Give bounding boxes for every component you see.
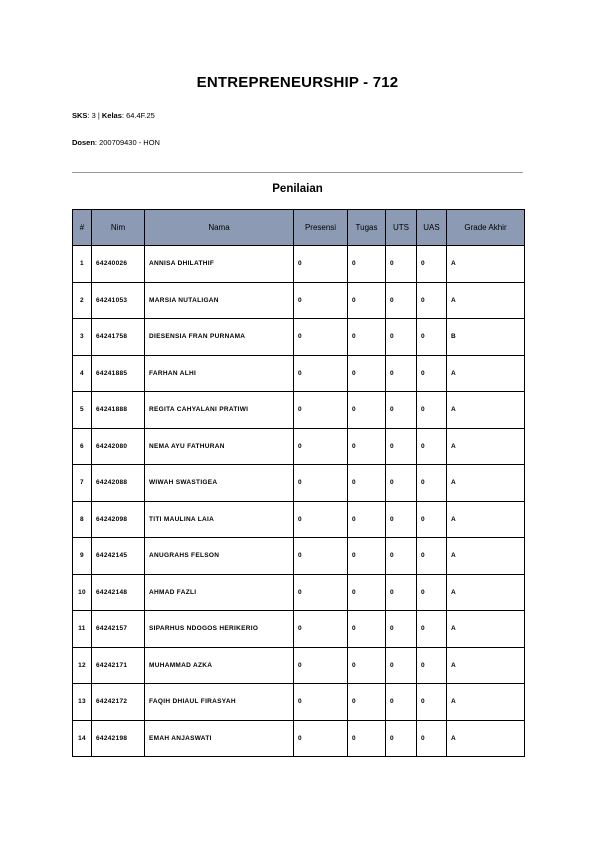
- cell-presensi: 0: [294, 538, 348, 575]
- cell-uts: 0: [386, 319, 417, 356]
- cell-tugas: 0: [348, 538, 386, 575]
- cell-tugas: 0: [348, 355, 386, 392]
- cell-tugas: 0: [348, 319, 386, 356]
- cell-number: 2: [73, 282, 92, 319]
- cell-uts: 0: [386, 538, 417, 575]
- table-row: [73, 319, 525, 356]
- cell-presensi: 0: [294, 501, 348, 538]
- cell-tugas: 0: [348, 720, 386, 757]
- cell-nama: WIWAH SWASTIGEA: [145, 465, 294, 502]
- cell-presensi: 0: [294, 720, 348, 757]
- cell-nama: ANUGRAHS FELSON: [145, 538, 294, 575]
- cell-nim: 64242080: [92, 428, 145, 465]
- kelas-label: Kelas: [101, 111, 122, 120]
- cell-nim: 64242171: [92, 647, 145, 684]
- cell-nama: FAQIH DHIAUL FIRASYAH: [145, 684, 294, 721]
- table-body: [73, 246, 525, 757]
- cell-tugas: 0: [348, 246, 386, 283]
- cell-number: 14: [73, 720, 92, 757]
- cell-grade: A: [447, 355, 525, 392]
- cell-number: 9: [73, 538, 92, 575]
- cell-grade: A: [447, 538, 525, 575]
- header-uts: UTS: [386, 210, 417, 246]
- cell-nama: ANNISA DHILATHIF: [145, 246, 294, 283]
- cell-nama: NEMA AYU FATHURAN: [145, 428, 294, 465]
- header-nim: Nim: [92, 210, 145, 246]
- header-grade-akhir: Grade Akhir: [447, 210, 525, 246]
- cell-grade: A: [447, 465, 525, 502]
- header-number: #: [73, 210, 92, 246]
- table-row: [73, 720, 525, 757]
- cell-nim: 64242088: [92, 465, 145, 502]
- cell-grade: A: [447, 647, 525, 684]
- cell-nama: SIPARHUS NDOGOS HERIKERIO: [145, 611, 294, 648]
- table-row: [73, 392, 525, 429]
- dosen-value: 200709430 - HON: [99, 138, 160, 147]
- cell-uts: 0: [386, 392, 417, 429]
- table-row: [73, 538, 525, 575]
- cell-uts: 0: [386, 720, 417, 757]
- cell-nama: FARHAN ALHI: [145, 355, 294, 392]
- cell-grade: A: [447, 720, 525, 757]
- header-tugas: Tugas: [348, 210, 386, 246]
- cell-nim: 64242172: [92, 684, 145, 721]
- cell-number: 11: [73, 611, 92, 648]
- cell-nama: MUHAMMAD AZKA: [145, 647, 294, 684]
- cell-presensi: 0: [294, 611, 348, 648]
- cell-tugas: 0: [348, 574, 386, 611]
- cell-uas: 0: [417, 611, 447, 648]
- cell-nim: 64241053: [92, 282, 145, 319]
- table-row: [73, 428, 525, 465]
- divider: [72, 172, 523, 173]
- cell-uas: 0: [417, 538, 447, 575]
- cell-tugas: 0: [348, 392, 386, 429]
- cell-uts: 0: [386, 282, 417, 319]
- cell-uas: 0: [417, 574, 447, 611]
- cell-tugas: 0: [348, 501, 386, 538]
- cell-uts: 0: [386, 246, 417, 283]
- cell-uts: 0: [386, 355, 417, 392]
- cell-uas: 0: [417, 501, 447, 538]
- cell-nim: 64241885: [92, 355, 145, 392]
- cell-presensi: 0: [294, 574, 348, 611]
- cell-nama: EMAH ANJASWATI: [145, 720, 294, 757]
- cell-presensi: 0: [294, 392, 348, 429]
- cell-number: 1: [73, 246, 92, 283]
- cell-tugas: 0: [348, 465, 386, 502]
- cell-nama: TITI MAULINA LAIA: [145, 501, 294, 538]
- table-row: [73, 611, 525, 648]
- cell-uts: 0: [386, 428, 417, 465]
- cell-nama: DIESENSIA FRAN PURNAMA: [145, 319, 294, 356]
- cell-number: 4: [73, 355, 92, 392]
- cell-presensi: 0: [294, 647, 348, 684]
- cell-presensi: 0: [294, 684, 348, 721]
- cell-uts: 0: [386, 684, 417, 721]
- cell-number: 5: [73, 392, 92, 429]
- table-row: [73, 501, 525, 538]
- header-uas: UAS: [417, 210, 447, 246]
- page-title: ENTREPRENEURSHIP - 712: [196, 74, 399, 91]
- cell-grade: A: [447, 611, 525, 648]
- cell-uts: 0: [386, 501, 417, 538]
- table-row: [73, 246, 525, 283]
- cell-number: 12: [73, 647, 92, 684]
- cell-tugas: 0: [348, 428, 386, 465]
- cell-tugas: 0: [348, 282, 386, 319]
- table-row: [73, 684, 525, 721]
- cell-presensi: 0: [294, 246, 348, 283]
- cell-tugas: 0: [348, 611, 386, 648]
- cell-uas: 0: [417, 282, 447, 319]
- grades-table: [72, 209, 525, 757]
- cell-grade: A: [447, 428, 525, 465]
- cell-nim: 64242145: [92, 538, 145, 575]
- cell-uas: 0: [417, 355, 447, 392]
- cell-presensi: 0: [294, 355, 348, 392]
- cell-number: 13: [73, 684, 92, 721]
- cell-nim: 64241888: [92, 392, 145, 429]
- cell-grade: A: [447, 574, 525, 611]
- cell-uas: 0: [417, 319, 447, 356]
- cell-nama: REGITA CAHYALANI PRATIWI: [145, 392, 294, 429]
- cell-uas: 0: [417, 647, 447, 684]
- cell-nim: 64242148: [92, 574, 145, 611]
- cell-uas: 0: [417, 246, 447, 283]
- cell-number: 8: [73, 501, 92, 538]
- cell-uas: 0: [417, 684, 447, 721]
- cell-nim: 64242098: [92, 501, 145, 538]
- cell-grade: A: [447, 246, 525, 283]
- table-row: [73, 282, 525, 319]
- cell-number: 10: [73, 574, 92, 611]
- sks-value: 3: [91, 111, 96, 120]
- cell-grade: A: [447, 684, 525, 721]
- cell-tugas: 0: [348, 647, 386, 684]
- cell-nim: 64242198: [92, 720, 145, 757]
- cell-nama: AHMAD FAZLI: [145, 574, 294, 611]
- cell-grade: A: [447, 282, 525, 319]
- cell-uts: 0: [386, 611, 417, 648]
- cell-nim: 64240026: [92, 246, 145, 283]
- table-row: [73, 465, 525, 502]
- cell-uas: 0: [417, 392, 447, 429]
- cell-number: 3: [73, 319, 92, 356]
- table-row: [73, 647, 525, 684]
- cell-presensi: 0: [294, 465, 348, 502]
- cell-number: 7: [73, 465, 92, 502]
- course-meta-dosen: Dosen: 200709430 - HON: [72, 138, 160, 147]
- table-row: [73, 355, 525, 392]
- sks-label: SKS: [72, 111, 88, 120]
- cell-presensi: 0: [294, 319, 348, 356]
- cell-uts: 0: [386, 465, 417, 502]
- section-title: Penilaian: [272, 183, 323, 195]
- header-nama: Nama: [145, 210, 294, 246]
- course-meta-sks-kelas: SKS: 3 | Kelas: 64.4F.25: [72, 111, 155, 120]
- cell-uts: 0: [386, 647, 417, 684]
- table-row: [73, 574, 525, 611]
- cell-grade: A: [447, 501, 525, 538]
- header-presensi: Presensi: [294, 210, 348, 246]
- cell-grade: A: [447, 392, 525, 429]
- cell-uts: 0: [386, 574, 417, 611]
- cell-presensi: 0: [294, 282, 348, 319]
- table-header-row: [73, 210, 525, 246]
- cell-nim: 64241758: [92, 319, 145, 356]
- cell-uas: 0: [417, 465, 447, 502]
- cell-uas: 0: [417, 428, 447, 465]
- cell-tugas: 0: [348, 684, 386, 721]
- cell-presensi: 0: [294, 428, 348, 465]
- kelas-value: 64.4F.25: [126, 111, 155, 120]
- cell-uas: 0: [417, 720, 447, 757]
- cell-number: 6: [73, 428, 92, 465]
- cell-nama: MARSIA NUTALIGAN: [145, 282, 294, 319]
- dosen-label: Dosen: [72, 138, 95, 147]
- cell-grade: B: [447, 319, 525, 356]
- cell-nim: 64242157: [92, 611, 145, 648]
